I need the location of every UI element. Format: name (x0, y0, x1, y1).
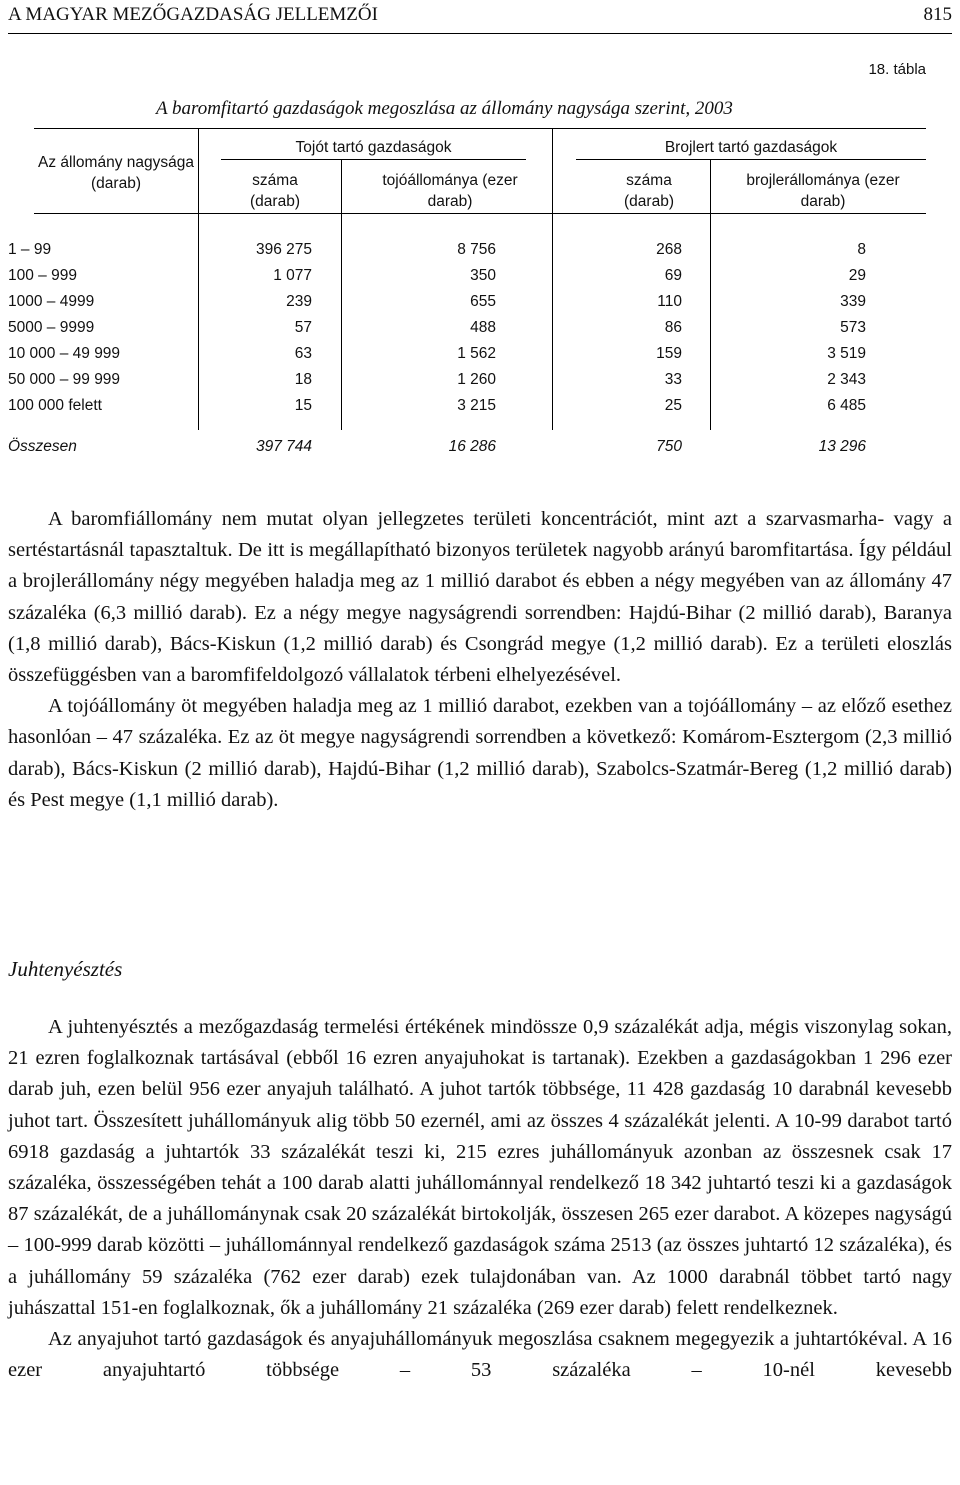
col-header-size: Az állomány nagysága (darab) (38, 154, 194, 192)
cell-egg-stock: 3 215 (457, 397, 496, 414)
cell-egg-count: 1 077 (273, 267, 312, 284)
cell-size: 5000 – 9999 (8, 319, 95, 336)
cell-size: 100 – 999 (8, 267, 77, 284)
cell-broiler-stock: 3 519 (827, 345, 866, 362)
cell-broiler-count: 25 (664, 397, 682, 414)
cell-broiler-count: 159 (656, 345, 682, 362)
cell-egg-stock: 1 260 (457, 371, 496, 388)
cell-broiler-stock: 6 485 (827, 397, 866, 414)
cell-egg-stock: 488 (470, 319, 496, 336)
cell-egg-stock: 350 (470, 267, 496, 284)
cell-size: 10 000 – 49 999 (8, 345, 121, 362)
cell-size: 100 000 felett (8, 397, 102, 414)
paragraph: A juhtenyésztés a mezőgazdaság termelési értékének mindössze 0,9 százalékát adja, mégis viszonylag sokan, 21 ezren foglalkoznak tartásával (ebből 16 ezren anyajuhokat is tartanak). Ezekben a gazdaságokban 1 296 ezer darab juh, ezen belül 956 ezer anyajuh található. A juhot tartók többsége, 11 428 gazdaság 10 darabnál kevesebb juhot tart. Összesített juhállományuk alig több 50 ezernél, ami az összes 4 százalékát jelenti. A 10-99 darabot tartó 6918 gazdaság a juhtartók 33 százalékát teszi ki, 215 ezres juhállományuk azonban az összesnek csak 17 százaléka, összességében tehát a 100 darab alatti juhállománnyal rendelkező 18 342 juhtartó teszi ki a gazdaságok 87 százalékát, de a juhállománynak csak 20 százalékát birtokolják, összesen 265 ezer darabot. A közepes nagyságú – 100-999 darab közötti – juhállománnyal rendelkező gazdaságok száma 2513 (az összes juhtartó 12 százaléka), és a juhállomány 59 százaléka (762 ezer darab) ezek tulajdonában van. Az 1000 darabnál többet tartó nagy juhászattal 151-en foglalkoznak, ők a juhállomány 21 százaléka (269 ezer darab) felett rendelkeznek. (8, 1016, 952, 1319)
cell-egg-count: 396 275 (255, 241, 312, 258)
cell-total-broiler-count: 750 (656, 438, 682, 455)
table-col-divider-3 (552, 128, 553, 430)
cell-broiler-stock: 8 (857, 241, 866, 258)
cell-broiler-stock: 2 343 (827, 371, 866, 388)
paragraph: Az anyajuhot tartó gazdaságok és anyajuhállományuk megoszlása csaknem megegyezik a juhtartókéval. A 16 ezer anyajuhtartó többsége – 53 százaléka – 10-nél kevesebb (8, 1328, 952, 1382)
cell-egg-count: 18 (294, 371, 312, 388)
cell-total-egg-count: 397 744 (255, 438, 312, 455)
page-number: 815 (923, 4, 952, 25)
col-header-broiler-count: száma (darab) (624, 172, 674, 210)
cell-egg-stock: 8 756 (457, 241, 496, 258)
cell-egg-stock: 1 562 (457, 345, 496, 362)
cell-total-egg-stock: 16 286 (448, 438, 496, 455)
cell-broiler-count: 110 (657, 293, 682, 310)
cell-broiler-stock: 573 (840, 319, 866, 336)
cell-egg-count: 63 (294, 345, 312, 362)
cell-broiler-count: 86 (664, 319, 682, 336)
table-number: 18. tábla (868, 61, 926, 78)
table-top-rule (34, 128, 926, 129)
cell-size: 1 – 99 (8, 241, 52, 258)
cell-size: 50 000 – 99 999 (8, 371, 121, 388)
table-col-divider-1 (198, 128, 199, 430)
cell-egg-count: 15 (294, 397, 312, 414)
col-header-egg-stock: tojóállománya (ezer darab) (382, 172, 518, 210)
running-title: A MAGYAR MEZŐGAZDASÁG JELLEMZŐI (8, 4, 378, 25)
table-header-rule (34, 213, 926, 214)
cell-total-broiler-stock: 13 296 (818, 438, 866, 455)
table-caption: A baromfitartó gazdaságok megoszlása az állomány nagysága szerint, 2003 (156, 98, 733, 119)
col-header-egg-count: száma (darab) (250, 172, 300, 210)
cell-egg-count: 239 (286, 293, 312, 310)
body-text-sheep (8, 1012, 952, 1386)
broiler-group-rule (576, 159, 926, 160)
table-col-divider-2 (341, 159, 342, 430)
body-text-poultry (8, 504, 952, 816)
paragraph: A baromfiállomány nem mutat olyan jellegzetes területi koncentrációt, mint azt a szarvasmarha- vagy a sertéstartásnál tapasztaltuk. De itt is megállapítható bizonyos területek nagyobb arányú baromfitartása. Így például a brojlerállomány négy megyében haladja meg az 1 millió darabot és ebben a négy megyében van az állomány 47 százaléka (6,3 millió darab). Ez a négy megye nagyságrendi sorrendben: Hajdú-Bihar (2 millió darab), Baranya (1,8 millió darab), Bács-Kiskun (1,2 millió darab) és Csongrád megye (1,2 millió darab). Ez a területi eloszlás összefüggésben van a baromfifeldolgozó vállalatok térbeni elhelyezésével. (8, 508, 952, 687)
cell-egg-stock: 655 (470, 293, 496, 310)
cell-size: 1000 – 4999 (8, 293, 95, 310)
poultry-table (0, 0, 960, 470)
col-group-broiler: Brojlert tartó gazdaságok (664, 139, 838, 156)
cell-total-label: Összesen (8, 438, 77, 455)
section-title: Juhtenyésztés (8, 957, 123, 981)
col-header-broiler-stock: brojlerállománya (ezer darab) (746, 172, 900, 210)
col-group-egg: Tojót tartó gazdaságok (295, 139, 452, 156)
cell-broiler-count: 33 (664, 371, 682, 388)
cell-egg-count: 57 (294, 319, 312, 336)
cell-broiler-count: 268 (656, 241, 682, 258)
cell-broiler-count: 69 (664, 267, 682, 284)
cell-broiler-stock: 339 (840, 293, 866, 310)
table-col-divider-4 (710, 159, 711, 430)
paragraph: A tojóállomány öt megyében haladja meg az 1 millió darabot, ezekben van a tojóállomány – az előző esethez hasonlóan – 47 százaléka. Ez az öt megye nagyságrendi sorrendben a következő: Komárom-Esztergom (2,3 millió darab), Bács-Kiskun (2 millió darab), Hajdú-Bihar (1,2 millió darab), Szabolcs-Szatmár-Bereg (1,2 millió darab) és Pest megye (1,1 millió darab). (8, 695, 952, 811)
cell-broiler-stock: 29 (848, 267, 866, 284)
egg-group-rule (221, 159, 526, 160)
